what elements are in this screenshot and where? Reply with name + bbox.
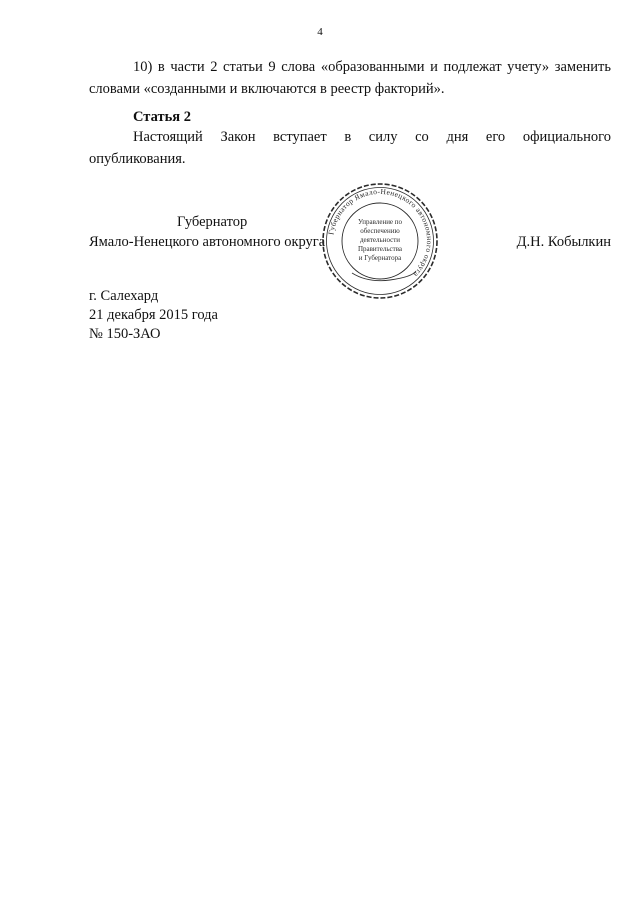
signer-name: Д.Н. Кобылкин [516,234,611,250]
footer-block [89,287,218,344]
amendment-line-2: словами «созданными и включаются в реестр факторий». [89,81,445,97]
amendment-item-10 [89,56,611,100]
governor-region: Ямало-Ненецкого автономного округа [89,234,326,250]
governor-title: Губернатор [177,214,248,230]
governor-block [89,212,325,252]
article-2-heading: Статья 2 [133,109,191,125]
law-number: № 150-ЗАО [89,326,161,342]
article-2-text [89,126,611,170]
seal-center-line-2: обеспечению [360,227,400,235]
amendment-line-1: 10) в части 2 статьи 9 слова «образованными и подлежат учету» заменить [133,59,611,75]
seal-center-line-4: Правительства [357,245,403,253]
seal-center-line-5: и Губернатора [358,254,402,262]
seal-center-line-1: Управление по [357,218,403,226]
seal-ring-text: Губернатор Ямало-Ненецкого автономного округа [326,186,435,280]
article-2-line-1: Настоящий Закон вступает в силу со дня его официального [133,129,611,145]
article-2-line-2: опубликования. [89,151,186,167]
page-number: 4 [317,26,323,38]
place-of-signing: г. Салехард [89,288,159,304]
official-seal-stamp [320,181,440,301]
seal-center-line-3: деятельности [359,236,401,244]
signing-date: 21 декабря 2015 года [89,307,218,323]
